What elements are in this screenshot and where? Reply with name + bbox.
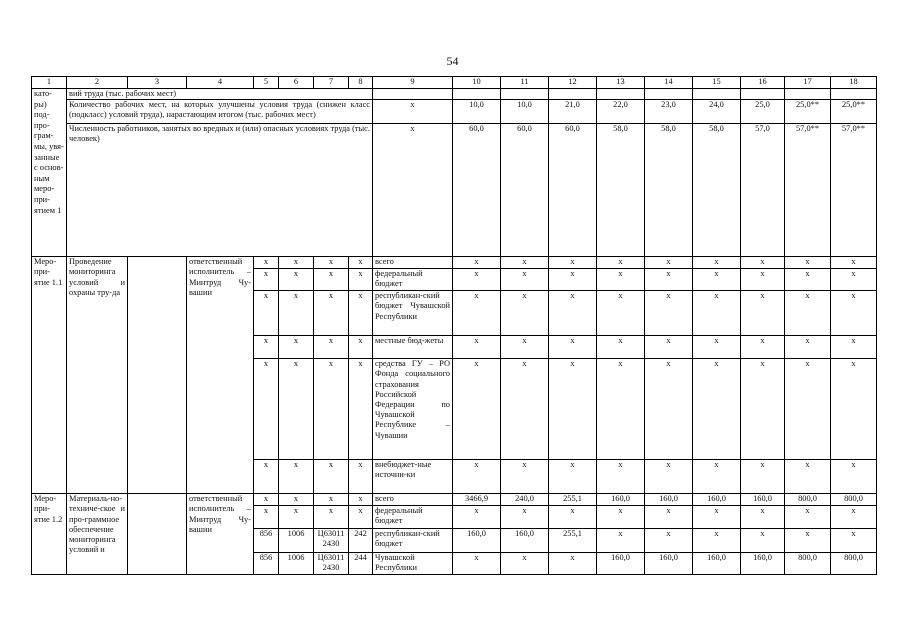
- table-cell: x: [349, 506, 373, 529]
- table-cell: x: [279, 269, 314, 291]
- value-cell: x: [549, 291, 597, 336]
- value-cell: 160,0: [645, 553, 693, 575]
- table-cell: x: [349, 494, 373, 506]
- value-cell: 10,0: [501, 100, 549, 124]
- table-cell: x: [254, 291, 279, 336]
- header-cell: 16: [741, 77, 785, 89]
- value-cell: x: [645, 460, 693, 494]
- value-cell: 3466,9: [453, 494, 501, 506]
- value-cell: x: [831, 336, 877, 359]
- value-cell: 255,1: [549, 529, 597, 553]
- value-cell: x: [453, 336, 501, 359]
- value-cell: 800,0: [831, 494, 877, 506]
- header-cell: 13: [597, 77, 645, 89]
- value-cell: 160,0: [453, 529, 501, 553]
- table-cell: x: [349, 291, 373, 336]
- value-cell: 57,0**: [785, 124, 831, 257]
- value-cell: x: [549, 336, 597, 359]
- value-cell: x: [645, 257, 693, 269]
- funding-source: республикан-ский бюджет: [373, 529, 453, 553]
- value-cell: x: [501, 553, 549, 575]
- value-cell: 10,0: [453, 100, 501, 124]
- value-cell: x: [597, 269, 645, 291]
- value-cell: x: [501, 257, 549, 269]
- value-cell: 160,0: [741, 553, 785, 575]
- value-cell: 57,0**: [831, 124, 877, 257]
- table-cell: 856: [254, 529, 279, 553]
- table-cell: x: [349, 359, 373, 460]
- value-cell: x: [741, 291, 785, 336]
- table-cell: 1006: [279, 529, 314, 553]
- value-cell: 160,0: [645, 494, 693, 506]
- value-cell: x: [453, 460, 501, 494]
- header-cell: 15: [693, 77, 741, 89]
- header-cell: 9: [373, 77, 453, 89]
- funding-source: средства ГУ – РО Фонда социального страхования Российской Федерации по Чувашской Республике – Чувашии: [373, 359, 453, 460]
- table-cell: 242: [349, 529, 373, 553]
- value-cell: x: [645, 291, 693, 336]
- table-cell: 1006: [279, 553, 314, 575]
- table-cell: x: [254, 506, 279, 529]
- value-cell: x: [741, 359, 785, 460]
- value-cell: 60,0: [501, 124, 549, 257]
- value-cell: x: [453, 269, 501, 291]
- event-title: Материаль-но-техниче-ское и про-граммное обеспечение мониторинга условий и: [67, 494, 128, 575]
- value-cell: x: [597, 460, 645, 494]
- value-cell: x: [549, 506, 597, 529]
- table-cell: x: [314, 460, 349, 494]
- value-cell: 58,0: [693, 124, 741, 257]
- value-cell: x: [501, 291, 549, 336]
- value-cell: x: [831, 506, 877, 529]
- value-cell: x: [453, 553, 501, 575]
- event-number: Меро-при-ятие 1.1: [32, 257, 67, 494]
- header-cell: 6: [279, 77, 314, 89]
- table-cell: x: [349, 257, 373, 269]
- value-cell: x: [453, 257, 501, 269]
- value-cell: 800,0: [785, 494, 831, 506]
- table-row: [32, 100, 877, 124]
- value-cell: x: [741, 257, 785, 269]
- funding-source: Чувашской Республики: [373, 553, 453, 575]
- value-cell: x: [645, 506, 693, 529]
- indicator-text: Количество рабочих мест, на которых улучшены условия труда (снижен класс (подкласс) условий труда), нарастающим итогом (тыс. рабочих мест): [67, 100, 373, 124]
- responsible-executor: ответственный исполнитель – Минтруд Чу-вашии: [187, 257, 254, 494]
- value-cell: x: [693, 291, 741, 336]
- value-cell: x: [831, 460, 877, 494]
- section-label: като-ры) под-про-грам-мы, увя-занные с основ-ным меро-при-ятием 1: [32, 89, 67, 257]
- value-cell: x: [597, 257, 645, 269]
- header-cell: 7: [314, 77, 349, 89]
- table-cell: x: [279, 336, 314, 359]
- table-cell: x: [349, 336, 373, 359]
- table-cell: 856: [254, 553, 279, 575]
- table-cell: x: [254, 336, 279, 359]
- header-cell: 3: [128, 77, 187, 89]
- table-cell: x: [314, 257, 349, 269]
- header-cell: 10: [453, 77, 501, 89]
- value-cell: x: [741, 529, 785, 553]
- table-cell: x: [314, 269, 349, 291]
- value-cell: x: [831, 291, 877, 336]
- header-cell: 4: [187, 77, 254, 89]
- program-table: [31, 76, 877, 575]
- value-cell: x: [741, 506, 785, 529]
- page-number: 54: [446, 54, 459, 68]
- value-cell: x: [785, 529, 831, 553]
- value-cell: 160,0: [693, 553, 741, 575]
- value-cell: x: [741, 269, 785, 291]
- value-cell: x: [549, 460, 597, 494]
- header-cell: 1: [32, 77, 67, 89]
- value-cell: x: [549, 553, 597, 575]
- value-cell: 160,0: [693, 494, 741, 506]
- value-cell: x: [785, 291, 831, 336]
- value-cell: x: [549, 359, 597, 460]
- table-cell: x: [254, 359, 279, 460]
- value-cell: 58,0: [645, 124, 693, 257]
- table-row: [32, 257, 877, 269]
- value-cell: x: [501, 269, 549, 291]
- table-cell: 244: [349, 553, 373, 575]
- value-cell: 24,0: [693, 100, 741, 124]
- value-cell: x: [785, 506, 831, 529]
- funding-source: всего: [373, 257, 453, 269]
- value-cell: x: [785, 257, 831, 269]
- value-cell: 800,0: [831, 553, 877, 575]
- column-number-row: [32, 77, 877, 89]
- table-cell: x: [349, 269, 373, 291]
- value-cell: x: [453, 291, 501, 336]
- value-cell: x: [693, 529, 741, 553]
- value-cell: x: [645, 336, 693, 359]
- value-cell: x: [693, 506, 741, 529]
- value-cell: 25,0**: [831, 100, 877, 124]
- responsible-executor: ответственный исполнитель – Минтруд Чу-вашии: [187, 494, 254, 575]
- value-cell: x: [549, 269, 597, 291]
- value-cell: 240,0: [501, 494, 549, 506]
- value-cell: x: [453, 359, 501, 460]
- value-cell: 160,0: [597, 494, 645, 506]
- value-cell: x: [831, 269, 877, 291]
- value-cell: 23,0: [645, 100, 693, 124]
- value-cell: x: [501, 359, 549, 460]
- value-cell: 800,0: [785, 553, 831, 575]
- table-cell: x: [279, 506, 314, 529]
- value-cell: x: [741, 460, 785, 494]
- header-cell: 18: [831, 77, 877, 89]
- event-number: Меро-при-ятие 1.2: [32, 494, 67, 575]
- table-cell: x: [373, 100, 453, 124]
- value-cell: 255,1: [549, 494, 597, 506]
- header-cell: 11: [501, 77, 549, 89]
- table-cell: x: [279, 291, 314, 336]
- table-cell: x: [279, 494, 314, 506]
- value-cell: x: [831, 529, 877, 553]
- funding-source: внебюджет-ные источни-ки: [373, 460, 453, 494]
- funding-source: местные бюд-жеты: [373, 336, 453, 359]
- header-cell: 5: [254, 77, 279, 89]
- value-cell: 21,0: [549, 100, 597, 124]
- value-cell: 58,0: [597, 124, 645, 257]
- value-cell: 22,0: [597, 100, 645, 124]
- value-cell: x: [597, 359, 645, 460]
- funding-source: всего: [373, 494, 453, 506]
- value-cell: 160,0: [501, 529, 549, 553]
- table-cell: Ц63011 2430: [314, 553, 349, 575]
- funding-source: федеральный бюджет: [373, 269, 453, 291]
- table-cell: x: [373, 124, 453, 257]
- table-cell: x: [254, 269, 279, 291]
- value-cell: x: [693, 336, 741, 359]
- table-cell: x: [314, 506, 349, 529]
- table-row: [32, 124, 877, 257]
- value-cell: x: [453, 506, 501, 529]
- header-cell: 2: [67, 77, 128, 89]
- value-cell: x: [693, 359, 741, 460]
- value-cell: x: [501, 460, 549, 494]
- value-cell: x: [501, 336, 549, 359]
- value-cell: 160,0: [741, 494, 785, 506]
- value-cell: 60,0: [549, 124, 597, 257]
- table-cell: Ц63011 2430: [314, 529, 349, 553]
- value-cell: x: [501, 506, 549, 529]
- funding-source: республикан-ский бюджет Чувашской Республики: [373, 291, 453, 336]
- table-cell: x: [279, 257, 314, 269]
- value-cell: 57,0: [741, 124, 785, 257]
- value-cell: x: [597, 336, 645, 359]
- value-cell: x: [741, 336, 785, 359]
- header-cell: 12: [549, 77, 597, 89]
- value-cell: x: [597, 291, 645, 336]
- value-cell: x: [831, 257, 877, 269]
- table-cell: x: [254, 257, 279, 269]
- table-row: [32, 494, 877, 506]
- value-cell: x: [785, 336, 831, 359]
- header-cell: 8: [349, 77, 373, 89]
- table-cell: x: [314, 291, 349, 336]
- table-cell: x: [314, 359, 349, 460]
- value-cell: x: [831, 359, 877, 460]
- value-cell: x: [549, 257, 597, 269]
- table-cell: x: [279, 359, 314, 460]
- value-cell: 60,0: [453, 124, 501, 257]
- value-cell: x: [645, 359, 693, 460]
- value-cell: x: [645, 529, 693, 553]
- value-cell: 160,0: [597, 553, 645, 575]
- table-cell: x: [254, 460, 279, 494]
- value-cell: 25,0**: [785, 100, 831, 124]
- event-title: Проведение мониторинга условий и охраны тру-да: [67, 257, 128, 494]
- header-cell: 14: [645, 77, 693, 89]
- value-cell: x: [785, 460, 831, 494]
- table-cell: x: [349, 460, 373, 494]
- header-cell: 17: [785, 77, 831, 89]
- value-cell: x: [785, 359, 831, 460]
- value-cell: x: [693, 269, 741, 291]
- value-cell: x: [693, 460, 741, 494]
- value-cell: x: [645, 269, 693, 291]
- value-cell: x: [693, 257, 741, 269]
- value-cell: x: [597, 506, 645, 529]
- table-cell: x: [314, 494, 349, 506]
- funding-source: федеральный бюджет: [373, 506, 453, 529]
- table-cell: x: [279, 460, 314, 494]
- value-cell: 25,0: [741, 100, 785, 124]
- table-cell: x: [254, 494, 279, 506]
- indicator-text: Численность работников, занятых во вредных и (или) опасных условиях труда (тыс. человек): [67, 124, 373, 257]
- value-cell: x: [597, 529, 645, 553]
- value-cell: x: [785, 269, 831, 291]
- indicator-text: вий труда (тыс. рабочих мест): [67, 89, 373, 100]
- table-cell: x: [314, 336, 349, 359]
- table-row: [32, 89, 877, 100]
